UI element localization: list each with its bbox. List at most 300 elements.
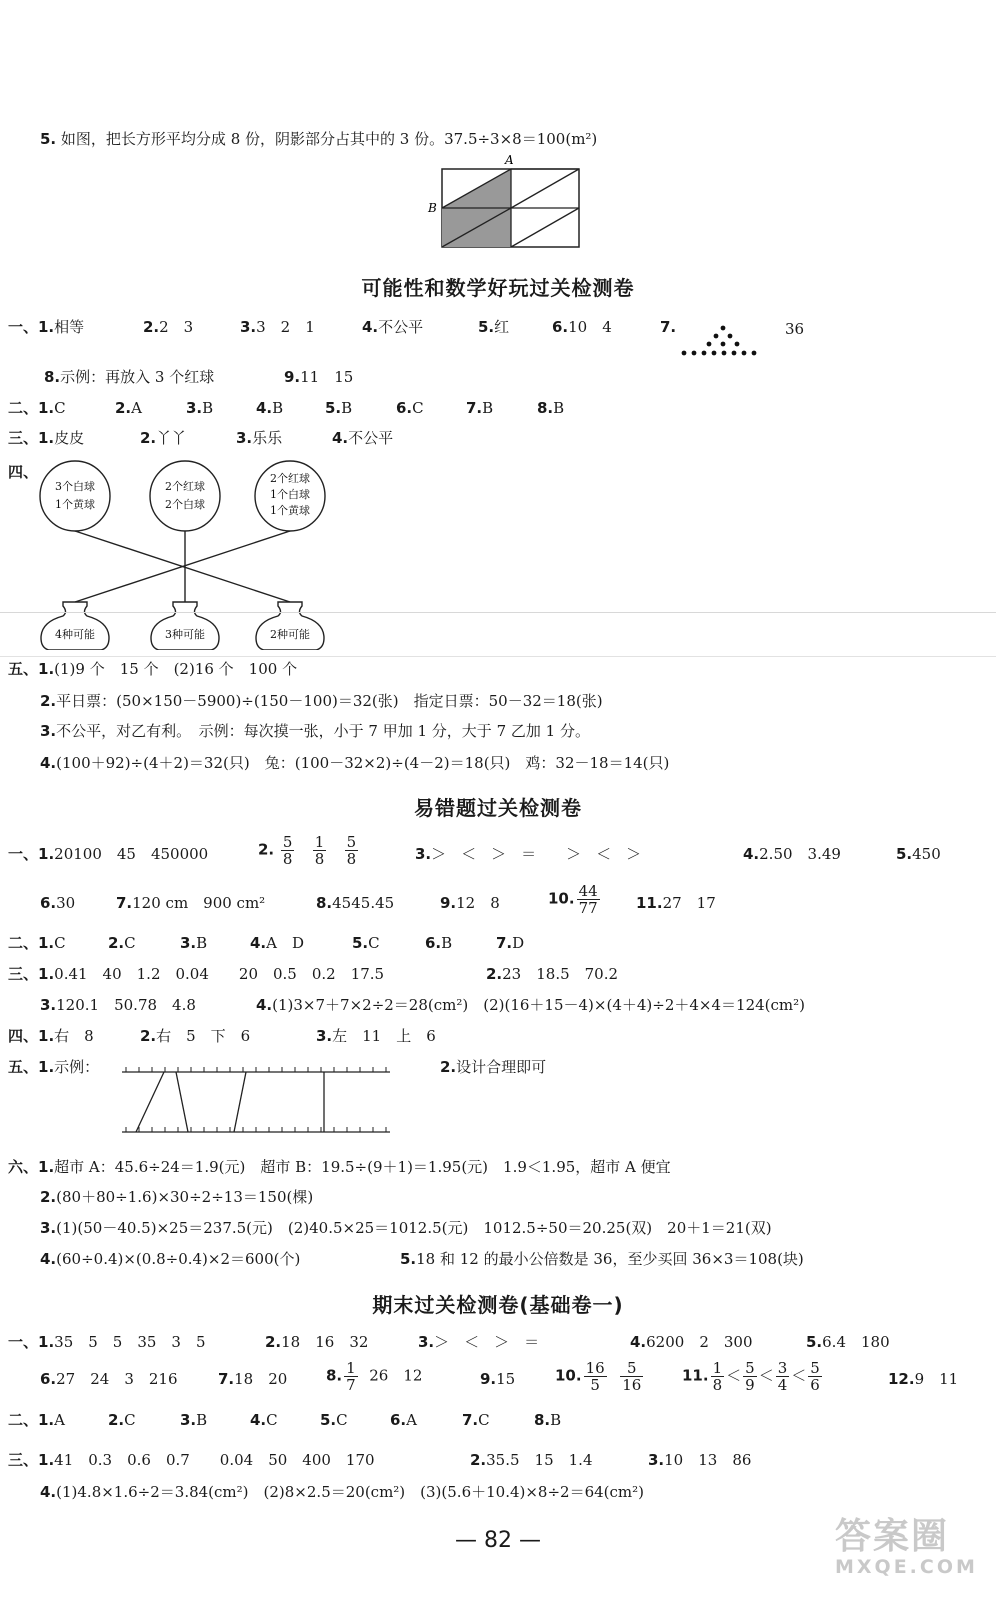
answer: 右 8: [54, 1027, 94, 1045]
section-title: 期末过关检测卷(基础卷一): [372, 1293, 624, 1317]
fraction: [776, 1360, 790, 1393]
item-number: 3.: [648, 1451, 665, 1469]
answer: 乐乐: [252, 429, 283, 447]
item-number: 4.: [250, 934, 267, 952]
watermark: [835, 1518, 978, 1578]
s2-p3-q2: [486, 963, 618, 985]
s3-p3-q2: [470, 1449, 592, 1471]
item-number: 8.: [326, 1366, 343, 1385]
answer: 26 12: [369, 1366, 423, 1385]
s1-p2-q8: [537, 397, 564, 419]
answer: B: [482, 399, 494, 417]
s2-p5-q2: [440, 1056, 546, 1078]
item-number: 4.: [332, 429, 349, 447]
s3-q12: [888, 1368, 958, 1390]
vase-3-label: 2种可能: [270, 628, 310, 641]
item-number: 5.: [320, 1411, 337, 1429]
answer: 18 16 32: [281, 1333, 369, 1351]
item-number: 1.: [38, 1058, 55, 1076]
item-number: 2.: [258, 840, 275, 859]
s1-p3-q4: [332, 427, 393, 449]
denominator: 5: [590, 1376, 600, 1394]
numerator: 1: [346, 1359, 356, 1377]
s2-p6-q1: [8, 1156, 671, 1178]
denominator: 6: [810, 1376, 820, 1394]
part-label-text: 二、: [8, 934, 39, 952]
fraction: [711, 1360, 725, 1393]
fraction: [808, 1360, 822, 1393]
item-number: 3.: [240, 318, 257, 336]
s3-q8: [326, 1360, 422, 1393]
answer: ＞ ＜ ＞ ＝ ＞ ＜ ＞: [431, 845, 642, 863]
answer: 左 11 上 6: [332, 1027, 436, 1045]
answer: B: [202, 399, 214, 417]
item-number: 7.: [466, 399, 483, 417]
answer: 不公平: [378, 318, 424, 336]
s2-p3-q4: [256, 994, 805, 1016]
item-number: 7.: [496, 934, 513, 952]
answer: B: [441, 934, 453, 952]
answer: A: [406, 1411, 417, 1429]
s3-p2-q4: [250, 1409, 278, 1431]
circle-1-line-2: 1个黄球: [55, 498, 95, 511]
fraction: [313, 834, 327, 867]
answer: 不公平: [348, 429, 394, 447]
s2-p3-q3: [40, 994, 196, 1016]
s3-q5: [806, 1331, 890, 1353]
item-number: 7.: [660, 318, 677, 336]
s2-q8: [316, 892, 394, 914]
item-number: 9.: [440, 894, 457, 912]
s3-p3-q4: [40, 1481, 644, 1503]
s2-p3-q1: [8, 963, 384, 985]
item-number: 4.: [743, 845, 760, 863]
circle-3-line-1: 2个红球: [270, 472, 310, 485]
answer: 15: [496, 1370, 516, 1388]
item-number: 3.: [40, 722, 57, 740]
answer: 平日票：(50×150－5900)÷(150－100)＝32(张) 指定日票：50－32＝18(张): [56, 692, 603, 710]
answer: 设计合理即可: [456, 1058, 547, 1076]
s3-q9: [480, 1368, 515, 1390]
numerator: 3: [777, 1359, 788, 1377]
s1-p5-q3: [40, 720, 590, 742]
item-number: 8.: [44, 368, 61, 386]
divider: [0, 656, 996, 657]
item-number: 3.: [186, 399, 203, 417]
s2-p6-q5: [400, 1248, 804, 1270]
part-label: 五、: [8, 1058, 39, 1076]
s1-q4: [362, 316, 423, 338]
s1-q5: [478, 316, 509, 338]
s2-p4-q2: [140, 1025, 250, 1047]
s2-q10: [548, 883, 602, 916]
fraction: [344, 1360, 358, 1393]
answer: 18 和 12 的最小公倍数是 36，至少买回 36×3＝108(块): [416, 1250, 804, 1268]
item-number: 4.: [256, 996, 273, 1014]
s2-p5-q1: [8, 1056, 99, 1078]
item-number: 7.: [218, 1370, 235, 1388]
s2-q5: [896, 843, 941, 865]
answer: C: [124, 934, 136, 952]
item-number: 10.: [548, 889, 575, 908]
answer: C: [54, 934, 66, 952]
s3-p2-q5: [320, 1409, 348, 1431]
s2-q6: [40, 892, 75, 914]
s2-q11: [636, 892, 716, 914]
item-number: 12.: [888, 1370, 915, 1388]
answer: (100＋92)÷(4＋2)＝32(只) 兔：(100－32×2)÷(4－2)＝18(只) 鸡：32－18＝14(只): [56, 754, 670, 772]
item-number: 7.: [116, 894, 133, 912]
answer: 27 24 3 216: [56, 1370, 178, 1388]
circle-2-line-1: 2个红球: [165, 480, 205, 493]
s2-p4-q1: [8, 1025, 94, 1047]
item-number: 1.: [38, 318, 55, 336]
s1-row-1: [8, 316, 38, 338]
answer: 120.1 50.78 4.8: [56, 996, 196, 1014]
part-label-text: 四、: [8, 463, 39, 481]
numerator: 5: [620, 1360, 643, 1377]
watermark-logo: 答案圈: [835, 1516, 950, 1557]
s2-p2-q7: [496, 932, 524, 954]
s1-q6: [552, 316, 612, 338]
item-number: 1.: [38, 845, 55, 863]
answer: (1)3×7＋7×2÷2＝28(cm²) (2)(16＋15－4)×(4＋4)÷2＋4×4＝124(cm²): [272, 996, 806, 1014]
s2-p6-q2: [40, 1186, 313, 1208]
item-number: 1.: [38, 934, 55, 952]
circle-3-line-3: 1个黄球: [270, 504, 310, 517]
item-number: 2.: [486, 965, 503, 983]
numerator: 44: [578, 882, 598, 900]
part-label: [8, 932, 38, 954]
item-number: 11.: [636, 894, 663, 912]
item-number: 2.: [140, 1027, 157, 1045]
answer: 18 20: [234, 1370, 288, 1388]
s1-p5-q1: [8, 658, 297, 680]
answer: 皮皮: [54, 429, 85, 447]
item-number: 3.: [316, 1027, 333, 1045]
s3-p3-q1: [8, 1449, 375, 1471]
answer: 3 2 1: [256, 318, 315, 336]
item-number: 8.: [537, 399, 554, 417]
item-number: 6.: [425, 934, 442, 952]
less-than-sign: ＜: [758, 1366, 774, 1385]
item-number: 3.: [418, 1333, 435, 1351]
item-number: 4.: [256, 399, 273, 417]
answer: B: [196, 1411, 208, 1429]
s3-q1: [8, 1331, 206, 1353]
answer: 10 13 86: [664, 1451, 752, 1469]
point-b-label: B: [428, 201, 437, 215]
part-label-text: 二、: [8, 399, 39, 417]
item-number: 1.: [38, 1027, 55, 1045]
part-label: 六、: [8, 1158, 39, 1176]
item-number: 6.: [390, 1411, 407, 1429]
matching-diagram: [20, 456, 340, 650]
answer: 4545.45: [332, 894, 395, 912]
answer: 35.5 15 1.4: [486, 1451, 593, 1469]
item-number: 11.: [682, 1366, 709, 1385]
item-number: 2.: [40, 1188, 57, 1206]
item-number: 3.: [40, 996, 57, 1014]
answer: B: [341, 399, 353, 417]
numerator: 16: [585, 1359, 605, 1377]
answer: 450: [912, 845, 941, 863]
item-number: 5.: [806, 1333, 823, 1351]
answer: 30: [56, 894, 76, 912]
item-number: 1.: [38, 429, 55, 447]
s1-q2: [143, 316, 193, 338]
s1-p2-q6: [396, 397, 424, 419]
answer: B: [550, 1411, 562, 1429]
item-number: 2.: [470, 1451, 487, 1469]
answer: 相等: [54, 318, 85, 336]
s2-p2-q2: [108, 932, 136, 954]
item-number: 3.: [415, 845, 432, 863]
answer: C: [368, 934, 380, 952]
answer: 右 5 下 6: [156, 1027, 251, 1045]
s1-q8: [44, 366, 214, 388]
answer: A D: [266, 934, 304, 952]
answer: 2.50 3.49: [759, 845, 841, 863]
answer: (80＋80÷1.6)×30÷2÷13＝150(棵): [56, 1188, 314, 1206]
answer: 10 4: [568, 318, 612, 336]
item-number: 4.: [250, 1411, 267, 1429]
numerator: 1: [314, 833, 325, 851]
answer: 红: [494, 318, 510, 336]
s2-p4-q3: [316, 1025, 436, 1047]
s1-p3-q3: [236, 427, 282, 449]
s3-q10: [555, 1360, 645, 1393]
denominator: 8: [712, 1376, 723, 1394]
divider: [0, 612, 996, 613]
answer: 41 0.3 0.6 0.7 0.04 50 400 170: [54, 1451, 375, 1469]
s1-p3-q1: [38, 427, 84, 449]
answer: C: [54, 399, 66, 417]
item-number: 1.: [38, 399, 55, 417]
answer: 6.4 180: [822, 1333, 890, 1351]
fraction: [345, 834, 359, 867]
vase-1-label: 4种可能: [55, 628, 95, 641]
item-number: 10.: [555, 1366, 582, 1385]
item-number: 6.: [40, 1370, 57, 1388]
item-number: 4.: [362, 318, 379, 336]
item-number: 9.: [284, 368, 301, 386]
denominator: 7: [346, 1376, 356, 1394]
item-number: 2.: [440, 1058, 457, 1076]
item-number: 3.: [236, 429, 253, 447]
part-label: 一、: [8, 845, 39, 863]
answer: 9 11: [914, 1370, 959, 1388]
item-number: 6.: [396, 399, 413, 417]
answer: D: [512, 934, 525, 952]
ruler-lines-figure: [118, 1062, 394, 1140]
s2-q9: [440, 892, 500, 914]
s2-p6-q4: [40, 1248, 300, 1270]
denominator: 9: [745, 1376, 755, 1394]
answer: 示例：再放入 3 个红球: [60, 368, 215, 386]
s1-q9: [284, 366, 353, 388]
s1-p3-q2: [140, 427, 186, 449]
denominator: 16: [622, 1376, 642, 1394]
s2-q4: [743, 843, 841, 865]
numerator: 5: [282, 833, 293, 851]
s2-q7: [116, 892, 265, 914]
watermark-url: MXQE.COM: [835, 1556, 978, 1578]
item-number: 5.: [478, 318, 495, 336]
item-number: 9.: [480, 1370, 497, 1388]
less-than-sign: ＜: [726, 1366, 742, 1385]
answer: 23 18.5 70.2: [502, 965, 619, 983]
answer: 20100 45 450000: [54, 845, 209, 863]
answer: 27 17: [662, 894, 716, 912]
answer: 超市 A：45.6÷24＝1.9(元) 超市 B：19.5÷(9＋1)＝1.95(元) 1.9＜1.95，超市 A 便宜: [54, 1158, 671, 1176]
item-number: 5.: [40, 130, 57, 148]
denominator: 8: [282, 850, 293, 868]
less-than-sign: ＜: [791, 1366, 807, 1385]
q7-answer: 36: [785, 320, 805, 338]
circle-1-line-1: 3个白球: [55, 480, 95, 493]
s3-p2-q7: [462, 1409, 490, 1431]
denominator: 8: [346, 850, 357, 868]
s1-p2-q1: [38, 397, 66, 419]
vase-2-label: 3种可能: [165, 628, 205, 641]
s3-p2-q3: [180, 1409, 207, 1431]
item-number: 4.: [40, 1483, 57, 1501]
answer: B: [272, 399, 284, 417]
s3-p3-q3: [648, 1449, 751, 1471]
section-title: 可能性和数学好玩过关检测卷: [361, 276, 635, 300]
s3-p2-q1: [38, 1409, 65, 1431]
answer: 120 cm 900 cm²: [132, 894, 266, 912]
part-label: [8, 397, 38, 419]
part-label: 三、: [8, 1451, 39, 1469]
denominator: 77: [578, 899, 598, 917]
s3-q7: [218, 1368, 287, 1390]
s3-q3: [418, 1331, 539, 1353]
item-number: 3.: [40, 1219, 57, 1237]
s3-q6: [40, 1368, 178, 1390]
part-label: 一、: [8, 318, 39, 336]
part-label: 五、: [8, 660, 39, 678]
item-number: 2.: [265, 1333, 282, 1351]
s3-q2: [265, 1331, 368, 1353]
answer: B: [196, 934, 208, 952]
answer: 35 5 5 35 3 5: [54, 1333, 206, 1351]
answer: (60÷0.4)×(0.8÷0.4)×2＝600(个): [56, 1250, 301, 1268]
denominator: 4: [777, 1376, 788, 1394]
s1-p5-q4: [40, 752, 669, 774]
s1-p2-q7: [466, 397, 493, 419]
item-number: 8.: [534, 1411, 551, 1429]
p5-text: 如图，把长方形平均分成 8 份，阴影部分占其中的 3 份。37.5÷3×8＝100(m²): [60, 130, 598, 148]
item-number: 1.: [38, 1333, 55, 1351]
numerator: 5: [346, 833, 357, 851]
s1-p2-q5: [325, 397, 352, 419]
s2-q3: [415, 843, 641, 865]
numerator: 1: [712, 1359, 723, 1377]
circle-2-line-2: 2个白球: [165, 498, 205, 511]
answer: (1)4.8×1.6÷2＝3.84(cm²) (2)8×2.5＝20(cm²) (3)(5.6＋10.4)×8÷2＝64(cm²): [56, 1483, 645, 1501]
s3-q4: [630, 1331, 753, 1353]
s1-q7: [660, 316, 676, 338]
answer: 0.41 40 1.2 0.04 20 0.5 0.2 17.5: [54, 965, 385, 983]
s3-q11: [682, 1360, 824, 1393]
item-number: 2.: [115, 399, 132, 417]
item-number: 2.: [108, 1411, 125, 1429]
item-number: 2.: [143, 318, 160, 336]
answer: 11 15: [300, 368, 354, 386]
answer: C: [336, 1411, 348, 1429]
fraction: [577, 883, 600, 916]
part-label: 四、: [8, 1027, 39, 1045]
answer: ＞ ＜ ＞ ＝: [434, 1333, 540, 1351]
s1-q3: [240, 316, 315, 338]
answer: C: [478, 1411, 490, 1429]
numerator: 5: [810, 1359, 820, 1377]
part-label: [8, 1409, 38, 1431]
item-number: 2.: [40, 692, 57, 710]
denominator: 8: [314, 850, 325, 868]
item-number: 5.: [896, 845, 913, 863]
s2-p2-q4: [250, 932, 304, 954]
item-number: 6.: [40, 894, 57, 912]
s2-p2-q5: [352, 932, 380, 954]
answer: 示例：: [54, 1058, 100, 1076]
item-number: 1.: [38, 1158, 55, 1176]
page-number: — 82 —: [455, 1528, 541, 1553]
rectangle-figure: [425, 152, 585, 252]
item-number: 5.: [400, 1250, 417, 1268]
s2-q2: [258, 834, 360, 867]
answer: 不公平，对乙有利。 示例：每次摸一张，小于 7 甲加 1 分，大于 7 乙加 1 分。: [56, 722, 590, 740]
fraction: [743, 1360, 757, 1393]
item-number: 2.: [140, 429, 157, 447]
item-number: 3.: [180, 934, 197, 952]
answer: C: [412, 399, 424, 417]
s1-p2-q3: [186, 397, 213, 419]
item-number: 5.: [325, 399, 342, 417]
answer: A: [131, 399, 142, 417]
s2-p2-q1: [38, 932, 66, 954]
part-label: [8, 427, 38, 449]
item-number: 4.: [40, 754, 57, 772]
p5-line: [40, 128, 597, 150]
item-number: 1.: [38, 1451, 55, 1469]
s3-p2-q6: [390, 1409, 417, 1431]
s2-p2-q3: [180, 932, 207, 954]
item-number: 6.: [552, 318, 569, 336]
s2-q1: [8, 843, 208, 865]
item-number: 7.: [462, 1411, 479, 1429]
fraction: [620, 1360, 643, 1393]
s2-p6-q3: [40, 1217, 772, 1239]
part-label-text: 三、: [8, 429, 39, 447]
item-number: 4.: [40, 1250, 57, 1268]
answer: (1)(50－40.5)×25＝237.5(元) (2)40.5×25＝1012.5(元) 1012.5÷50＝20.25(双) 20＋1＝21(双): [56, 1219, 772, 1237]
s1-p2-q4: [256, 397, 283, 419]
answer: 12 8: [456, 894, 500, 912]
answer: B: [553, 399, 565, 417]
item-number: 1.: [38, 965, 55, 983]
item-number: 1.: [38, 660, 55, 678]
s1-p2-q2: [115, 397, 142, 419]
fraction: [281, 834, 295, 867]
s2-p2-q6: [425, 932, 452, 954]
answer: A: [54, 1411, 65, 1429]
answer: (1)9 个 15 个 (2)16 个 100 个: [54, 660, 298, 678]
answer: 2 3: [159, 318, 194, 336]
s3-p2-q8: [534, 1409, 561, 1431]
